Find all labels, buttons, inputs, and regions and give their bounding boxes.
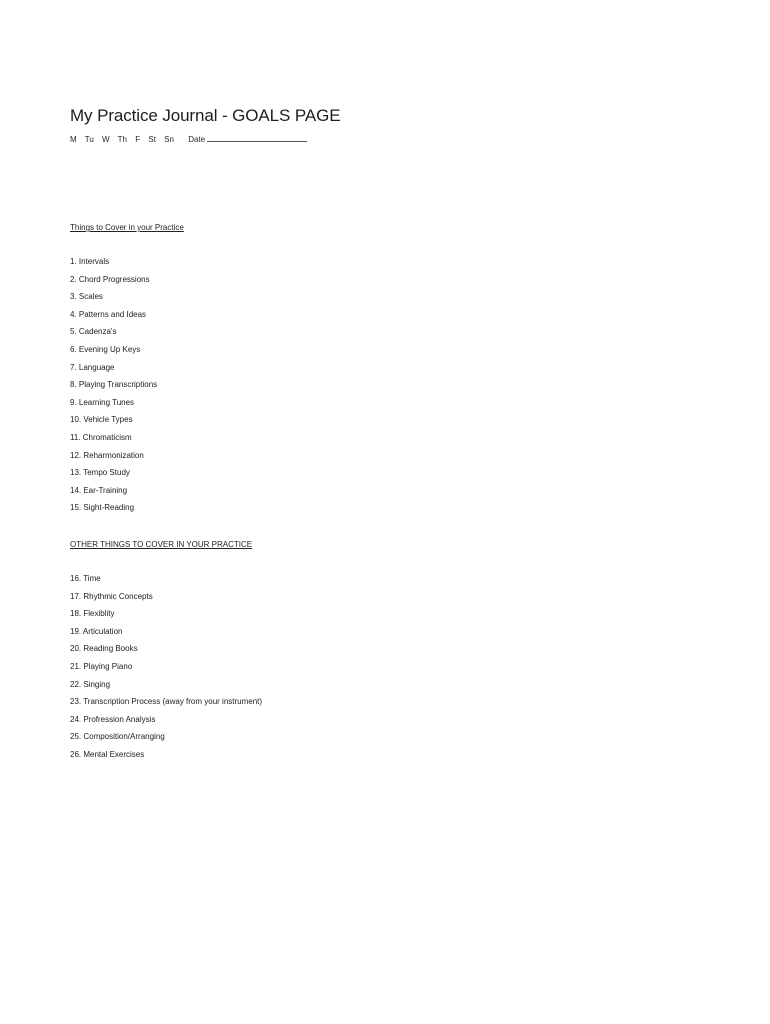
list-item: 16. Time	[70, 574, 101, 583]
list-item: 21. Playing Piano	[70, 661, 133, 671]
day-monday: M	[70, 135, 77, 144]
list-item: 17. Rhythmic Concepts	[70, 591, 153, 601]
list-item: 3. Scales	[70, 292, 103, 302]
section-heading-other-things: OTHER THINGS TO COVER IN YOUR PRACTICE	[70, 540, 253, 549]
list-item: 12. Reharmonization	[70, 450, 144, 460]
day-thursday: Th	[117, 135, 128, 144]
list-item: 11. Chromaticism	[70, 432, 132, 442]
list-item: 4. Patterns and Ideas	[70, 309, 147, 319]
list-item: 24. Profression Analysis	[70, 714, 156, 724]
list-item: 18. Flexiblity	[70, 609, 115, 619]
list-item: 5. Cadenza's	[70, 327, 117, 337]
date-label: Date	[188, 135, 206, 144]
list-item: 2. Chord Progressions	[70, 274, 150, 284]
list-item: 20. Reading Books	[70, 644, 138, 654]
list-item: 22. Singing	[70, 679, 111, 689]
list-item: 19. Articulation	[70, 626, 123, 636]
list-item: 9. Learning Tunes	[70, 397, 135, 407]
other-topics-list	[70, 574, 262, 768]
list-item: 6. Evening Up Keys	[70, 344, 141, 354]
list-item: 14. Ear-Training	[70, 485, 128, 495]
page-title: My Practice Journal - GOALS PAGE	[70, 106, 341, 125]
list-item: 13. Tempo Study	[70, 468, 130, 478]
list-item: 26. Mental Exercises	[70, 749, 145, 759]
practice-topics-list	[70, 257, 157, 521]
list-item: 7. Language	[70, 362, 115, 372]
list-item: 15. Sight-Reading	[70, 503, 135, 513]
date-blank-line[interactable]	[207, 134, 307, 142]
list-item: 23. Transcription Process (away from your instrument)	[70, 697, 263, 707]
day-saturday: St	[148, 135, 156, 144]
day-selector-row	[70, 134, 313, 144]
section-heading-things-to-cover: Things to Cover in your Practice	[70, 223, 184, 232]
list-item: 8. Playing Transcriptions	[70, 380, 158, 390]
day-wednesday: W	[102, 135, 110, 144]
day-sunday: Sn	[164, 135, 174, 144]
day-tuesday: Tu	[84, 135, 94, 144]
list-item: 10. Vehicle Types	[70, 415, 133, 425]
list-item: 25. Composition/Arranging	[70, 732, 165, 742]
list-item: 1. Intervals	[70, 257, 110, 266]
day-friday: F	[135, 135, 141, 144]
